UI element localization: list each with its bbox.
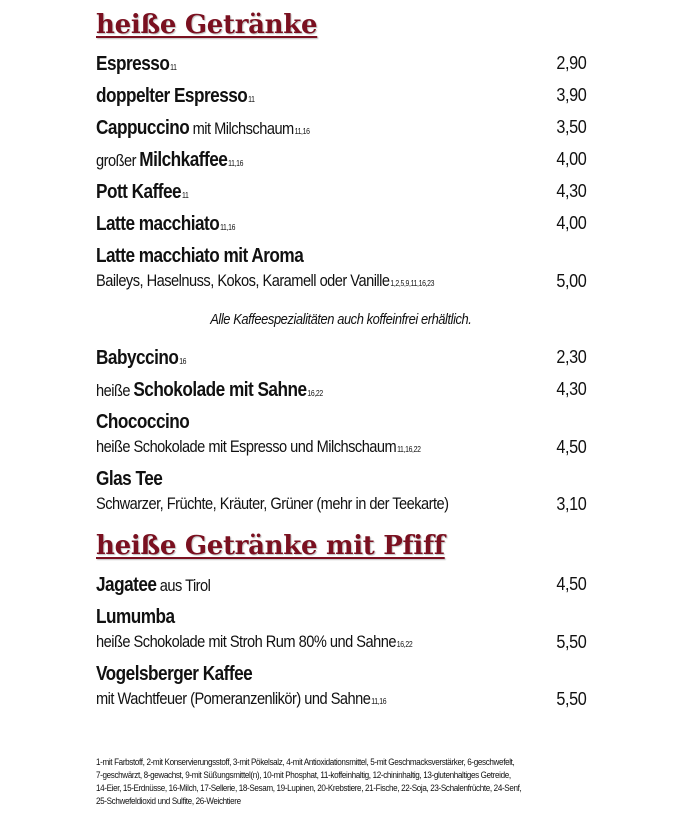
item-name: Cappuccino [96,117,190,139]
menu-item-pott-kaffee [96,181,586,205]
menu-item-latte-macchiato [96,213,586,237]
item-price: 4,30 [555,181,586,201]
item-name: Jagatee [96,574,157,596]
item-name: doppelter Espresso [96,85,248,107]
allergen-codes: 11,16 [220,223,236,232]
item-price: 4,00 [555,149,586,169]
menu-item-cappuccino [96,117,586,141]
footnote-line: 14-Eier, 15-Erdnüsse, 16-Milch, 17-Sellerie, 18-Sesam, 19-Lupinen, 20-Krebstiere, 21-Fische, 22-Soja, 23-Schalenfrüchte, 24-Senf, [96,783,522,793]
item-name: Chococcino [96,411,190,433]
item-name: Latte macchiato [96,213,220,235]
section-heading-hot-drinks: heiße Getränke [96,10,318,40]
item-price: 2,90 [555,53,586,73]
menu-item-glas-tee-name [96,468,586,492]
footnote-line: 1-mit Farbstoff, 2-mit Konservierungsstoff, 3-mit Pökelsalz, 4-mit Antioxidationsmittel, 5-mit Geschmacksverstärker, 6-geschwefelt, [96,757,515,767]
menu-item-babyccino [96,347,586,371]
allergen-codes: 11,16 [228,159,244,168]
item-prefix: großer [96,151,136,170]
menu-item-lumumba-detail [96,632,586,656]
item-price: 2,30 [555,347,586,367]
menu-item-lumumba-name [96,606,586,630]
allergen-codes: 11 [170,63,177,72]
item-name: Vogelsberger Kaffee [96,663,253,685]
item-price: 5,50 [555,632,586,652]
item-name: Milchkaffee [139,149,228,171]
menu-item-latte-aroma-name [96,245,586,269]
item-price: 4,50 [555,574,586,594]
item-name: Glas Tee [96,468,163,490]
item-price: 5,50 [555,689,586,709]
item-name: Pott Kaffee [96,181,182,203]
menu-item-chococcino-name [96,411,586,435]
allergen-codes: 11 [181,191,189,200]
allergen-footnotes [96,756,576,808]
section-heading-drinks-with-pfiff: heiße Getränke mit Pfiff [96,531,445,561]
item-name: Latte macchiato mit Aroma [96,245,304,267]
allergen-codes: 16,22 [396,640,413,649]
item-description: Baileys, Haselnuss, Kokos, Karamell oder Vanille [96,271,390,290]
menu-item-chococcino-detail [96,437,586,461]
item-price: 4,00 [555,213,586,233]
item-name: Babyccino [96,347,179,369]
footnote-line: 7-geschwärzt, 8-gewachst, 9-mit Süßungsmittel(n), 10-mit Phosphat, 11-koffeinhaltig, 12-chininhaltig, 13-glutenhaltiges Getreide, [96,770,511,780]
item-name: Lumumba [96,606,175,628]
menu-item-schokolade [96,379,586,403]
allergen-codes: 11 [248,95,255,104]
allergen-codes: 11,16 [294,127,310,136]
menu-item-jagatee [96,574,586,598]
allergen-codes: 11,16 [371,697,387,706]
allergen-codes: 16 [179,357,187,366]
item-description: aus Tirol [159,576,211,595]
menu-item-glas-tee-detail [96,494,586,518]
item-prefix: heiße [96,381,130,400]
menu-item-latte-aroma-detail [96,271,586,295]
menu-item-vogelsberger-detail [96,689,586,713]
item-description: mit Wachtfeuer (Pomeranzenlikör) und Sahne [96,689,371,708]
item-price: 4,50 [555,437,586,457]
menu-item-vogelsberger-name [96,663,586,687]
menu-item-espresso [96,53,586,77]
item-description: heiße Schokolade mit Espresso und Milchschaum [96,437,397,456]
menu-item-doppelter-espresso [96,85,586,109]
decaf-note: Alle Kaffeespezialitäten auch koffeinfrei erhältlich. [210,311,472,328]
item-description: mit Milchschaum [192,119,294,138]
item-price: 3,10 [555,494,586,514]
item-price: 3,50 [555,117,586,137]
allergen-codes: 16,22 [307,389,323,398]
item-description: Schwarzer, Früchte, Kräuter, Grüner (mehr in der Teekarte) [96,494,449,513]
item-description: heiße Schokolade mit Stroh Rum 80% und Sahne [96,632,396,651]
item-name: Espresso [96,53,170,75]
allergen-codes: 11,16,22 [397,445,421,454]
item-price: 4,30 [555,379,586,399]
allergen-codes: 1,2,5,9,11,16,23 [390,279,435,288]
item-price: 3,90 [555,85,586,105]
footnote-line: 25-Schwefeldioxid und Sulfite, 26-Weichtiere [96,796,241,806]
menu-item-milchkaffee [96,149,586,173]
item-price: 5,00 [555,271,586,291]
item-name: Schokolade mit Sahne [133,379,307,401]
